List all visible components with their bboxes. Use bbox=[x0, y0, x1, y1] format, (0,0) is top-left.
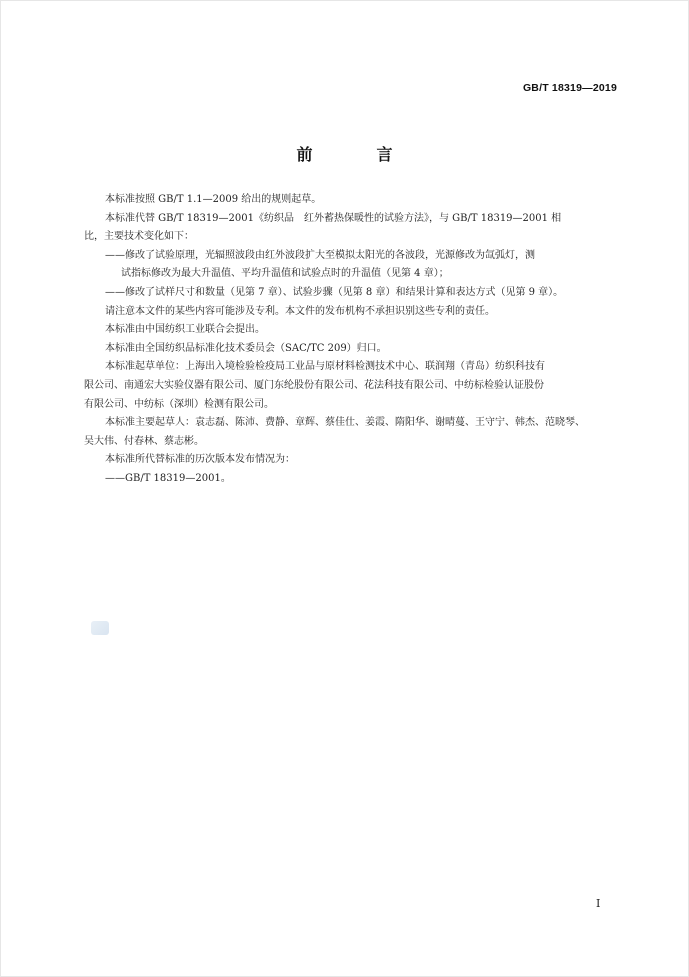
page-number: I bbox=[596, 897, 601, 910]
history-item-1: ——GB/T 18319—2001。 bbox=[105, 472, 231, 484]
standard-code: GB/T 18319—2019 bbox=[522, 82, 617, 94]
paragraph-proposed-by: 本标准由中国纺织工业联合会提出。 bbox=[105, 324, 265, 336]
paragraph-under-jurisdiction: 本标准由全国纺织品标准化技术委员会（SAC/TC 209）归口。 bbox=[105, 342, 387, 354]
paragraph-drafting-units-line2: 限公司、南通宏大实验仪器有限公司、厦门东纶股份有限公司、花法科技有限公司、中纺标检验认证股份 bbox=[84, 379, 544, 391]
paragraph-patent-notice: 请注意本文件的某些内容可能涉及专利。本文件的发布机构不承担识别这些专利的责任。 bbox=[105, 305, 495, 317]
change-item-1-line2: 试指标修改为最大升温值、平均升温值和试验点时的升温值（见第 4 章）； bbox=[121, 268, 449, 280]
change-item-1-line1: ——修改了试验原理，光辐照波段由红外波段扩大至模拟太阳光的各波段，光源修改为氙弧灯，测 bbox=[105, 249, 535, 261]
paragraph-history-intro: 本标准所代替标准的历次版本发布情况为： bbox=[105, 454, 295, 466]
paragraph-drafters-line1: 本标准主要起草人：袁志磊、陈沛、费静、章辉、蔡佳仕、姜霞、隋阳华、谢晴蔓、王守宁、韩杰、范晓琴、 bbox=[105, 417, 585, 429]
paragraph-drafting-units-line3: 有限公司、中纺标（深圳）检测有限公司。 bbox=[84, 398, 274, 410]
paragraph-replaces-line2: 比，主要技术变化如下： bbox=[84, 231, 194, 243]
change-item-2: ——修改了试样尺寸和数量（见第 7 章）、试验步骤（见第 8 章）和结果计算和表达方式（见第 9 章）。 bbox=[105, 286, 564, 298]
page-title: 前 言 bbox=[296, 145, 417, 164]
paragraph-drafting-units-line1: 本标准起草单位：上海出入境检验检疫局工业品与原材料检测技术中心、联润翔（青岛）纺织科技有 bbox=[105, 361, 545, 373]
watermark-icon bbox=[91, 621, 109, 635]
paragraph-replaces-line1: 本标准代替 GB/T 18319—2001《纺织品 红外蓄热保暖性的试验方法》，与 GB/T 18319—2001 相 bbox=[105, 212, 562, 224]
paragraph-drafting-rules: 本标准按照 GB/T 1.1—2009 给出的规则起草。 bbox=[105, 194, 322, 205]
foreword-body bbox=[84, 191, 616, 489]
paragraph-drafters-line2: 吴大伟、付春林、蔡志彬。 bbox=[84, 435, 204, 447]
